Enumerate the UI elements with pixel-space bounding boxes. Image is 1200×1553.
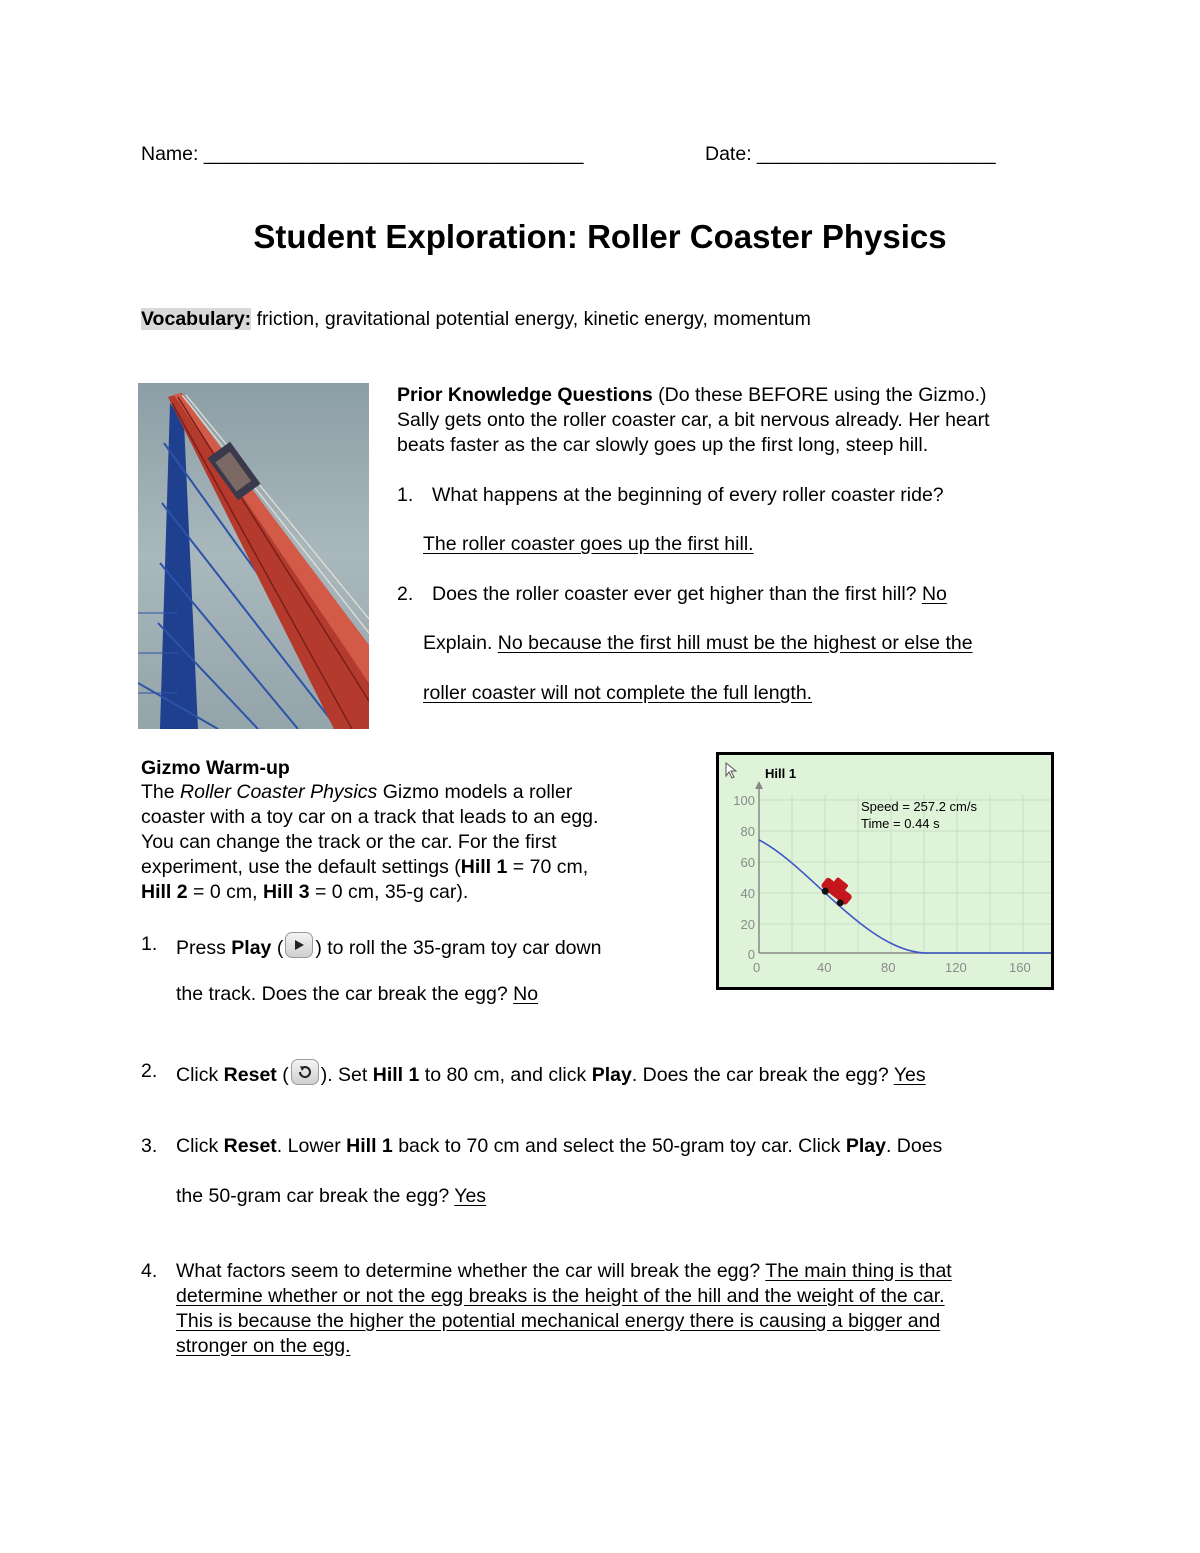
- x-tick-40: 40: [817, 960, 832, 975]
- play-icon: [291, 937, 307, 953]
- vocabulary-label: Vocabulary:: [141, 308, 252, 330]
- prior-q2-line: [432, 582, 947, 607]
- warmup-q4-question: What factors seem to determine whether the car will break the egg?: [176, 1260, 761, 1282]
- warmup-q4-answer-1[interactable]: The main thing is that: [765, 1260, 952, 1282]
- warmup-q1-question: the track. Does the car break the egg?: [176, 983, 508, 1005]
- warmup-q3-post: . Does: [885, 1135, 943, 1157]
- hill-1-label-2: Hill 1: [346, 1135, 393, 1157]
- x-tick-160: 160: [1009, 960, 1031, 975]
- warmup-q2-number: 2.: [141, 1060, 158, 1082]
- name-blank[interactable]: ___________________________________: [203, 143, 584, 165]
- hill-1-label: Hill 1: [372, 1064, 420, 1086]
- prior-q2-explain-answer-2[interactable]: roller coaster will not complete the full length.: [423, 682, 813, 704]
- hill-1-setting: Hill 1: [460, 856, 508, 878]
- prior-intro-line-1: Sally gets onto the roller coaster car, a bit nervous already. Her heart: [397, 409, 990, 431]
- prior-q2-text: Does the roller coaster ever get higher than the first hill?: [432, 583, 917, 605]
- play-label-3: Play: [845, 1135, 886, 1157]
- warmup-line-1: [141, 780, 572, 805]
- speed-readout: Speed = 257.2 cm/s: [861, 799, 977, 814]
- reset-button[interactable]: [291, 1059, 319, 1085]
- gizmo-screenshot: [716, 752, 1054, 990]
- warmup-line-4-post: = 70 cm,: [512, 856, 589, 878]
- x-tick-120: 120: [945, 960, 967, 975]
- warmup-line-5-mid: = 0 cm,: [193, 881, 258, 903]
- warmup-q3-line-2: [176, 1184, 486, 1209]
- y-tick-20: 20: [740, 917, 755, 932]
- cursor-icon: [726, 763, 736, 778]
- prior-q2-explain-answer-1[interactable]: No because the first hill must be the highest or else the: [497, 632, 973, 654]
- warmup-q1-line-2: [176, 982, 538, 1007]
- warmup-line-1-pre: The: [141, 781, 175, 803]
- prior-knowledge-heading: Prior Knowledge Questions: [397, 384, 653, 406]
- date-blank[interactable]: ______________________: [757, 143, 996, 165]
- roller-coaster-photo: [138, 383, 369, 729]
- warmup-q2-pre: Click: [176, 1064, 219, 1086]
- time-readout: Time = 0.44 s: [861, 816, 940, 831]
- warmup-q3-question: the 50-gram car break the egg?: [176, 1185, 450, 1207]
- y-tick-100: 100: [733, 793, 755, 808]
- prior-q1-answer[interactable]: The roller coaster goes up the first hill.: [423, 533, 754, 555]
- reset-label: Reset: [223, 1064, 277, 1086]
- warmup-q4-line-1: [176, 1259, 952, 1284]
- y-tick-60: 60: [740, 855, 755, 870]
- warmup-q3-line-1: [176, 1134, 942, 1159]
- warmup-q3-pre: Click: [176, 1135, 219, 1157]
- prior-q2-explain-label: Explain.: [423, 632, 493, 654]
- hill-3-setting: Hill 3: [262, 881, 310, 903]
- warmup-q3-mid-1: . Lower: [276, 1135, 341, 1157]
- warmup-q2-answer[interactable]: Yes: [893, 1064, 926, 1086]
- warmup-q1-number: 1.: [141, 933, 158, 955]
- date-label: Date:: [705, 143, 752, 165]
- hill-tab-label: Hill 1: [765, 766, 797, 781]
- y-tick-80: 80: [740, 824, 755, 839]
- date-line[interactable]: [705, 142, 996, 167]
- page-title: Student Exploration: Roller Coaster Physics: [253, 218, 947, 255]
- name-label: Name:: [141, 143, 199, 165]
- warmup-q3-number: 3.: [141, 1135, 158, 1157]
- prior-knowledge-heading-line: [397, 383, 987, 408]
- warmup-q1-answer[interactable]: No: [513, 983, 539, 1005]
- play-button[interactable]: [285, 932, 313, 958]
- warmup-line-2: coaster with a toy car on a track that leads to an egg.: [141, 806, 599, 828]
- warmup-line-1-post: Gizmo models a roller: [382, 781, 573, 803]
- toy-car-icon: [818, 872, 857, 909]
- warmup-q2-line: Click Reset ( ). Set Hill 1 to 80 cm, and click Play. Does the car break the egg? Yes: [176, 1059, 926, 1088]
- reset-icon: [297, 1064, 313, 1080]
- warmup-q1-line-1: Press Play ( ) to roll the 35-gram toy car down: [176, 932, 601, 961]
- warmup-q1-pre: Press: [176, 937, 226, 959]
- y-tick-40: 40: [740, 886, 755, 901]
- warmup-q4-answer-3[interactable]: This is because the higher the potential mechanical energy there is causing a bigger and: [176, 1310, 941, 1332]
- y-tick-0: 0: [747, 947, 755, 962]
- x-tick-0: 0: [753, 960, 761, 975]
- warmup-q2-mid-1: ). Set: [320, 1064, 368, 1086]
- warmup-q4-answer-2[interactable]: determine whether or not the egg breaks is the height of the hill and the weight of the car.: [176, 1285, 945, 1307]
- play-label-2: Play: [591, 1064, 632, 1086]
- warmup-q3-mid-2: back to 70 cm and select the 50-gram toy car. Click: [398, 1135, 841, 1157]
- reset-label-2: Reset: [223, 1135, 277, 1157]
- vocabulary-line: [141, 307, 811, 332]
- prior-intro-line-2: beats faster as the car slowly goes up the first long, steep hill.: [397, 434, 929, 456]
- warmup-line-4-pre: experiment, use the default settings (: [141, 856, 461, 878]
- prior-q2-answer[interactable]: No: [921, 583, 947, 605]
- warmup-q2-post: . Does the car break the egg?: [631, 1064, 889, 1086]
- warmup-line-5-post: = 0 cm, 35-g car).: [314, 881, 469, 903]
- vocabulary-terms: friction, gravitational potential energy, kinetic energy, momentum: [256, 308, 811, 330]
- prior-q2-explain-line: [423, 631, 973, 656]
- prior-q1-number: 1.: [397, 484, 414, 506]
- warmup-q1-post: ) to roll the 35-gram toy car down: [315, 937, 602, 959]
- play-label: Play: [231, 937, 272, 959]
- gizmo-name: Roller Coaster Physics: [180, 781, 378, 803]
- x-tick-80: 80: [881, 960, 896, 975]
- warmup-line-3: You can change the track or the car. For the first: [141, 831, 557, 853]
- track-line: [759, 840, 1051, 953]
- prior-q1-text: What happens at the beginning of every roller coaster ride?: [432, 484, 944, 506]
- hill-2-setting: Hill 2: [141, 881, 188, 903]
- warmup-line-4: [141, 855, 588, 880]
- prior-q2-number: 2.: [397, 583, 414, 605]
- warmup-q4-number: 4.: [141, 1260, 158, 1282]
- warmup-q4-answer-4[interactable]: stronger on the egg.: [176, 1335, 351, 1357]
- warmup-line-5: [141, 880, 468, 905]
- prior-knowledge-note: (Do these BEFORE using the Gizmo.): [658, 384, 987, 406]
- warmup-q2-mid-2: to 80 cm, and click: [424, 1064, 587, 1086]
- warmup-heading: Gizmo Warm-up: [141, 757, 290, 779]
- name-line[interactable]: [141, 142, 583, 167]
- warmup-q3-answer[interactable]: Yes: [454, 1185, 487, 1207]
